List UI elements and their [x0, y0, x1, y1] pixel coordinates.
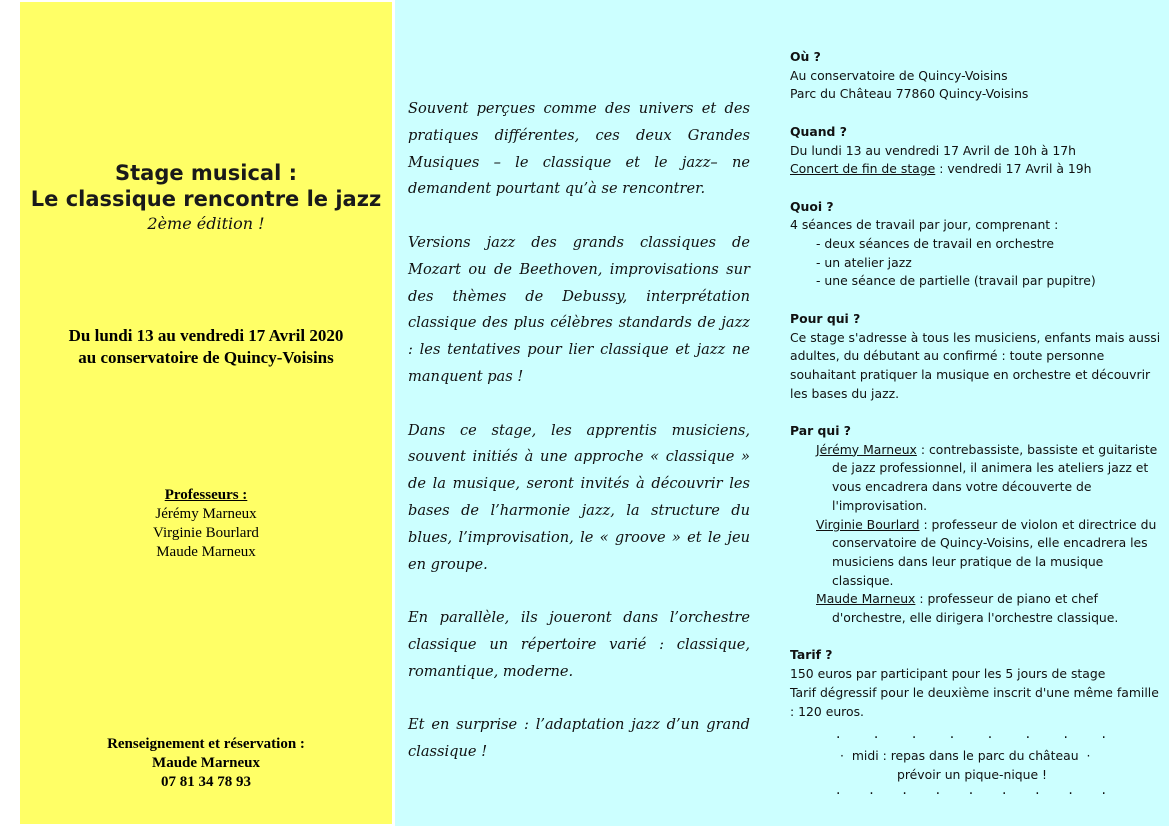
- contact-name: Maude Marneux: [152, 755, 260, 771]
- info-column: [790, 48, 1162, 740]
- title-block: [20, 160, 392, 234]
- lunch-note: [836, 726, 1106, 800]
- teacher-name: Jérémy Marneux: [816, 441, 917, 457]
- teacher-desc: : professeur de piano et chef d'orchestre, elle dirigera l'orchestre classique.: [832, 591, 1119, 626]
- teacher-entry: [790, 441, 1162, 516]
- contact-phone: 07 81 34 78 93: [161, 774, 251, 790]
- lunch-line: · midi : repas dans le parc du château ·: [840, 748, 1091, 763]
- info-line: Au conservatoire de Quincy-Voisins: [790, 67, 1008, 83]
- concert-date: : vendredi 17 Avril à 19h: [935, 161, 1092, 177]
- teacher-entry: [790, 516, 1162, 591]
- info-paragraph: Ce stage s'adresse à tous les musiciens, enfants mais aussi adultes, du débutant au confirmé : toute personne souhaitant pratiquer la musique en orchestre et découvrir les bases du jazz.: [790, 329, 1161, 401]
- list-item: - deux séances de travail en orchestre: [816, 236, 1054, 251]
- description-paragraph: En parallèle, ils joueront dans l’orchestre classique un répertoire varié : classique, romantique, moderne.: [408, 609, 750, 680]
- title-line-1: Stage musical :: [115, 161, 297, 185]
- concert-line: [790, 160, 1162, 179]
- concert-label: Concert de fin de stage: [790, 161, 936, 177]
- left-panel: [20, 2, 392, 824]
- info-line: Tarif dégressif pour le deuxième inscrit d'une même famille : 120 euros.: [790, 684, 1159, 719]
- section-tarif: [790, 646, 1162, 721]
- section-heading: Quand ?: [790, 123, 847, 139]
- info-line: Du lundi 13 au vendredi 17 Avril de 10h à 17h: [790, 142, 1077, 158]
- teacher-name: Maude Marneux: [816, 591, 916, 607]
- professor-name: Virginie Bourlard: [153, 525, 259, 541]
- teacher-desc: : professeur de violon et directrice du conservatoire de Quincy-Voisins, elle encadrera les musiciens dans leur pratique de la musique classique.: [832, 516, 1157, 588]
- description-paragraph: Versions jazz des grands classiques de Mozart ou de Beethoven, improvisations sur des thèmes de Debussy, interprétation classique des plus célèbres standards de jazz : les tentatives pour lier classique et jazz ne manquent pas !: [408, 233, 750, 385]
- list-item: - un atelier jazz: [816, 254, 912, 270]
- section-quoi: [790, 198, 1162, 292]
- section-heading: Pour qui ?: [790, 310, 861, 326]
- info-line: 150 euros par participant pour les 5 jours de stage: [790, 666, 1106, 682]
- dates-line-1: Du lundi 13 au vendredi 17 Avril 2020: [68, 326, 344, 345]
- section-quand: [790, 123, 1162, 179]
- info-line: Parc du Château 77860 Quincy-Voisins: [790, 86, 1029, 102]
- professor-name: Jérémy Marneux: [155, 506, 257, 522]
- title-line-2: Le classique rencontre le jazz: [30, 187, 382, 211]
- dates-block: [20, 325, 392, 369]
- professors-block: [20, 486, 392, 562]
- list-item: - une séance de partielle (travail par pupitre): [816, 273, 1096, 289]
- contact-block: [20, 735, 392, 792]
- teacher-name: Virginie Bourlard: [816, 516, 920, 532]
- description-paragraph: Souvent perçues comme des univers et des pratiques différentes, ces deux Grandes Musiques – le classique et le jazz– ne demandent pourtant qu’à se rencontrer.: [408, 100, 750, 198]
- contact-heading: Renseignement et réservation :: [107, 736, 305, 752]
- professor-name: Maude Marneux: [156, 544, 256, 560]
- description-paragraph: Et en surprise : l’adaptation jazz d’un grand classique !: [408, 716, 750, 761]
- description-column: [408, 96, 750, 793]
- section-heading: Tarif ?: [790, 647, 833, 663]
- teacher-entry: [790, 590, 1162, 627]
- professors-heading: Professeurs :: [164, 487, 248, 503]
- teacher-desc: : contrebassiste, bassiste et guitariste de jazz professionnel, il animera les ateliers jazz et vous encadrera dans votre découverte de l'improvisation.: [832, 441, 1158, 513]
- dotted-border-top: . . . . . . . .: [836, 726, 1106, 742]
- description-paragraph: Dans ce stage, les apprentis musiciens, souvent initiés à une approche « classique » de la musique, seront invités à découvrir les bases de l’harmonie jazz, la structure du blues, l’improvisation, le « groove » et le jeu en groupe.: [408, 421, 750, 573]
- section-heading: Où ?: [790, 49, 821, 64]
- dotted-border-bottom: . . . . . . . . .: [836, 782, 1106, 798]
- section-par-qui: [790, 422, 1162, 628]
- section-ou: [790, 48, 1162, 104]
- info-line: 4 séances de travail par jour, comprenant :: [790, 217, 1059, 233]
- lunch-line-2: prévoir un pique-nique !: [897, 767, 1048, 782]
- section-heading: Quoi ?: [790, 198, 834, 214]
- dates-line-2: au conservatoire de Quincy-Voisins: [78, 348, 334, 367]
- subtitle: 2ème édition !: [147, 214, 265, 233]
- section-heading: Par qui ?: [790, 423, 851, 438]
- section-pour-qui: [790, 310, 1162, 404]
- lunch-text: midi : repas dans le parc du château: [851, 748, 1079, 763]
